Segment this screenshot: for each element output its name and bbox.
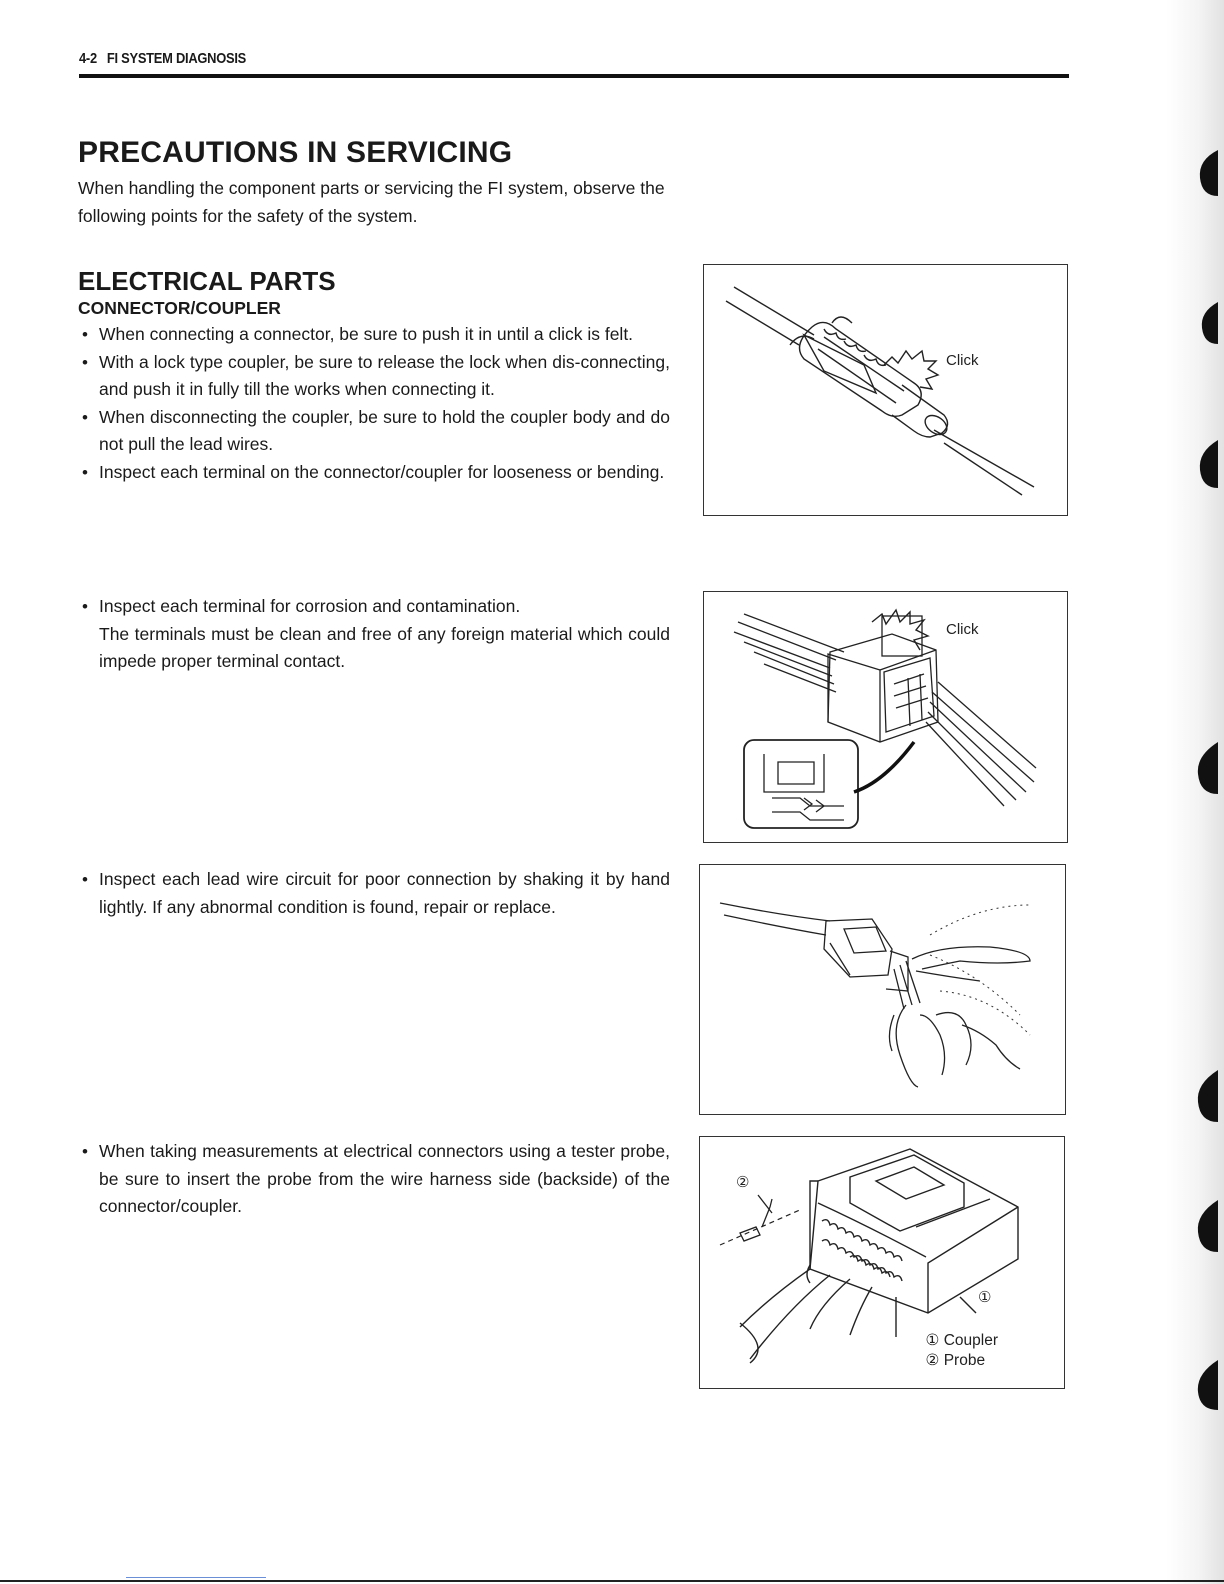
coupler-probe-illustration <box>700 1137 1065 1389</box>
inline-connector-illustration <box>704 265 1068 516</box>
section-title: ELECTRICAL PARTS <box>78 266 336 296</box>
figure-legend <box>926 1331 998 1371</box>
list-item-note: The terminals must be clean and free of any foreign material which could impede proper terminal contact. <box>99 623 670 671</box>
footer-accent-line <box>126 1577 266 1578</box>
shaking-wires-illustration <box>700 865 1066 1115</box>
figure-coupler-click <box>703 591 1068 843</box>
footer-rule <box>0 1580 1224 1582</box>
page-title: PRECAUTIONS IN SERVICING <box>78 136 513 169</box>
bullet-list-tester-probe <box>78 1138 670 1221</box>
intro-paragraph: When handling the component parts or servicing the FI system, observe the following points for the safety of the system. <box>78 178 665 226</box>
list-item: • With a lock type coupler, be sure to release the lock when dis-connecting, and push it in fully till the works when connecting it. <box>78 349 670 404</box>
header-rule <box>79 74 1069 78</box>
list-item: • When disconnecting the coupler, be sure to hold the coupler body and do not pull the lead wires. <box>78 404 670 459</box>
figure-inline-connector <box>703 264 1068 516</box>
figure-shaking-wires <box>699 864 1066 1115</box>
bullet-list-connecting <box>78 321 670 486</box>
list-item-text: Inspect each terminal for corrosion and contamination. <box>99 596 521 616</box>
subsection-title: CONNECTOR/COUPLER <box>78 298 281 318</box>
legend-item-coupler: ① Coupler <box>925 1332 998 1349</box>
header-section: FI SYSTEM DIAGNOSIS <box>106 50 247 67</box>
list-item: • Inspect each lead wire circuit for poor connection by shaking it by hand lightly. If any abnormal condition is found, repair or replace. <box>78 866 670 921</box>
list-item: • When taking measurements at electrical connectors using a tester probe, be sure to insert the probe from the wire harness side (backside) of the connector/coupler. <box>78 1138 670 1221</box>
figure-label-click: Click <box>946 621 979 638</box>
callout-probe: ② <box>736 1174 750 1191</box>
bullet-list-corrosion <box>78 593 670 676</box>
bullet-list-lead-wire <box>78 866 670 921</box>
figure-label-click: Click <box>946 352 979 369</box>
figure-coupler-probe <box>699 1136 1065 1389</box>
legend-item-probe: ② Probe <box>925 1352 986 1369</box>
binder-edge <box>1140 0 1224 1584</box>
list-item: • Inspect each terminal on the connector/coupler for looseness or bending. <box>78 459 670 487</box>
header-text <box>79 50 246 67</box>
list-item: • When connecting a connector, be sure to push it in until a click is felt. <box>78 321 670 349</box>
page-header <box>79 50 1069 68</box>
callout-coupler: ① <box>978 1289 992 1306</box>
list-item <box>78 593 670 676</box>
coupler-click-illustration <box>704 592 1068 843</box>
page-ref: 4-2 <box>79 50 97 67</box>
